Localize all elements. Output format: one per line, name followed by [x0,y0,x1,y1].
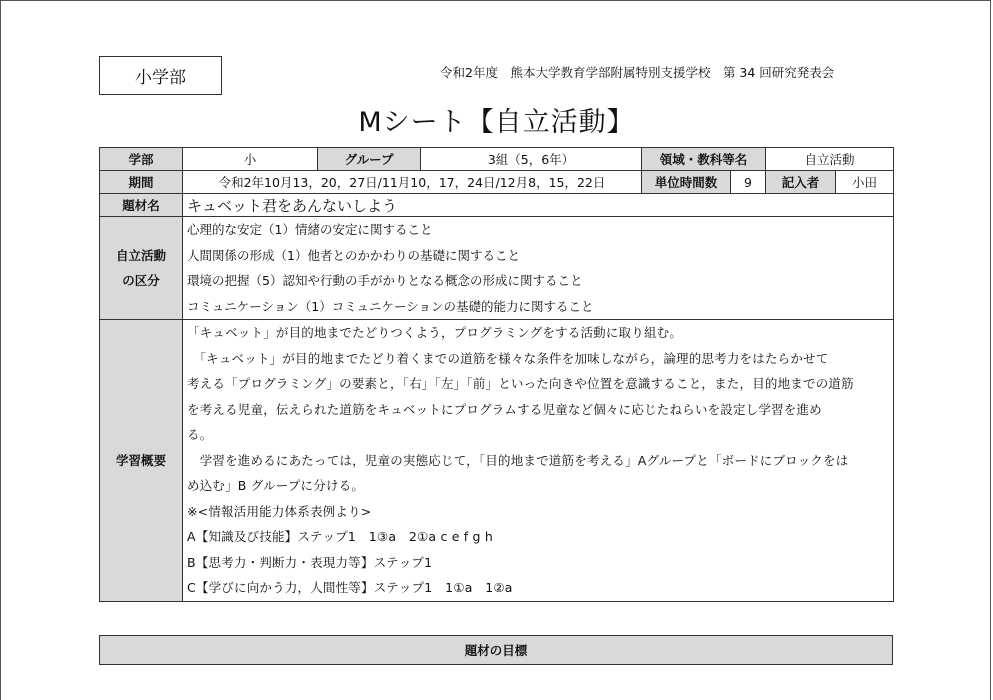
theme-header: 題材名 [100,194,183,217]
period-header: 期間 [100,171,183,194]
department-box [99,56,222,95]
dept-header: 学部 [100,148,183,171]
goals-header: 題材の目標 [100,636,893,665]
group-value: 3組（5，6年） [421,148,642,171]
summary-line: 学習を進めるにあたっては，児童の実態応じて，「目的地まで道筋を考える」Aグループと「ボードにブロックをは [187,452,849,468]
group-header: グループ [318,148,421,171]
domain-header: 領域・教科等名 [642,148,766,171]
summary-line: 「キュベット」が目的地までたどりつくよう，プログラミングをする活動に取り組む。 [187,325,683,340]
theme-value: キュベット君をあんないしよう [183,194,894,217]
goals-header-row [100,636,893,665]
summary-header: 学習概要 [100,320,183,602]
category-row [100,217,894,320]
summary-row [100,320,894,602]
category-line: 心理的な安定（1）情緒の安定に関すること [187,222,433,237]
category-line: コミュニケーション（1）コミュニケーションの基礎的能力に関すること [187,298,594,314]
summary-value [183,320,894,602]
category-line: 環境の把握（5）認知や行動の手がかりとなる概念の形成に関すること [187,273,583,288]
conference-meta: 令和2年度 熊本大学教育学部附属特別支援学校 第 34 回研究発表会 [440,65,835,80]
recorder-header: 記入者 [766,171,836,194]
category-line: 人間関係の形成（1）他者とのかかわりの基礎に関すること [187,247,520,263]
summary-line: B【思考力・判断力・表現力等】ステップ1 [187,554,433,570]
dept-value: 小 [183,148,318,171]
summary-line: め込む」B グループに分ける。 [187,478,365,493]
category-header [100,217,183,320]
theme-row [100,194,894,217]
units-value: 9 [731,171,766,194]
summary-line: A【知識及び技能】ステップ1 1③a 2①a c e f g h [187,529,493,544]
goals-table [99,635,893,665]
table-row-2 [100,171,894,194]
summary-line: を考える児童，伝えられた道筋をキュベットにプログラムする児童など個々に応じたねらいを設定し学習を進め [187,401,822,417]
category-header-line-2: の区分 [122,273,160,288]
domain-value: 自立活動 [766,148,894,171]
summary-line: 「キュベット」が目的地までたどり着くまでの道筋を様々な条件を加味しながら，論理的思考力をはたらかせて [187,350,829,366]
table-row-1 [100,148,894,171]
m-sheet-table [99,147,894,602]
summary-line: C【学びに向かう力，人間性等】ステップ1 1①a 1②a [187,580,513,595]
page-title: Mシート【自立活動】 [358,107,635,138]
summary-line: ※<情報活用能力体系表例より> [187,503,372,519]
summary-line: 考える「プログラミング」の要素と，「右」「左」「前」といった向きや位置を意識すること，また，目的地までの道筋 [187,376,854,391]
category-header-line-1: 自立活動 [115,248,166,263]
category-value [183,217,894,320]
summary-line: る。 [187,427,213,442]
recorder-value: 小田 [836,171,894,194]
period-value: 令和2年10月13，20，27日/11月10，17，24日/12月8，15，22日 [183,171,642,194]
units-header: 単位時間数 [642,171,731,194]
department-label: 小学部 [135,68,186,88]
